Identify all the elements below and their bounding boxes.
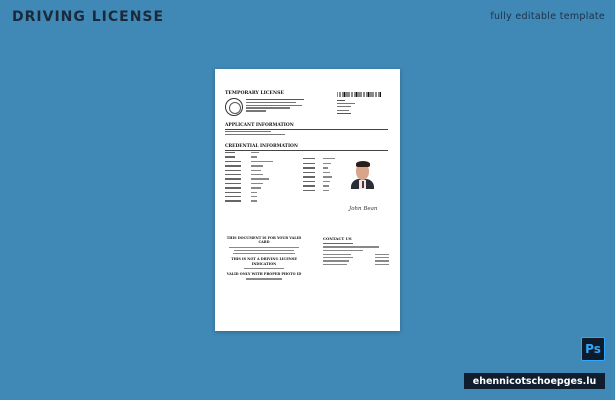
credential-rows-right [303,158,335,191]
state-seal-icon [225,98,243,116]
credential-rows-left [225,152,273,202]
site-watermark: ehennicotschoepges.lu [464,373,605,389]
barcode-graphic [337,92,381,97]
footer-left-heading-2: THIS IS NOT A DRIVING LICENSE INDICATION [231,257,297,266]
footer-contact [323,236,389,265]
document-title: TEMPORARY LICENSE [225,91,284,96]
applicant-section-title: APPLICANT INFORMATION [225,123,294,128]
photoshop-icon: Ps [581,337,605,361]
footer-left-heading-3: VALID ONLY WITH PROPER PHOTO ID [226,272,302,277]
page-title: DRIVING LICENSE [12,9,165,25]
license-number-lines [337,100,355,114]
agency-text-lines [246,99,304,112]
contact-heading: CONTACT US [323,236,352,241]
applicant-lines [225,131,285,135]
signature: John Bean [349,206,378,212]
license-document [215,69,400,331]
footer-left [225,236,303,282]
credential-section-title: CREDENTIAL INFORMATION [225,144,298,149]
page-subtitle: fully editable template [490,11,605,22]
license-photo [349,157,376,189]
footer-left-heading-1: THIS DOCUMENT IS FOR YOUR VALID CARD [226,236,302,245]
